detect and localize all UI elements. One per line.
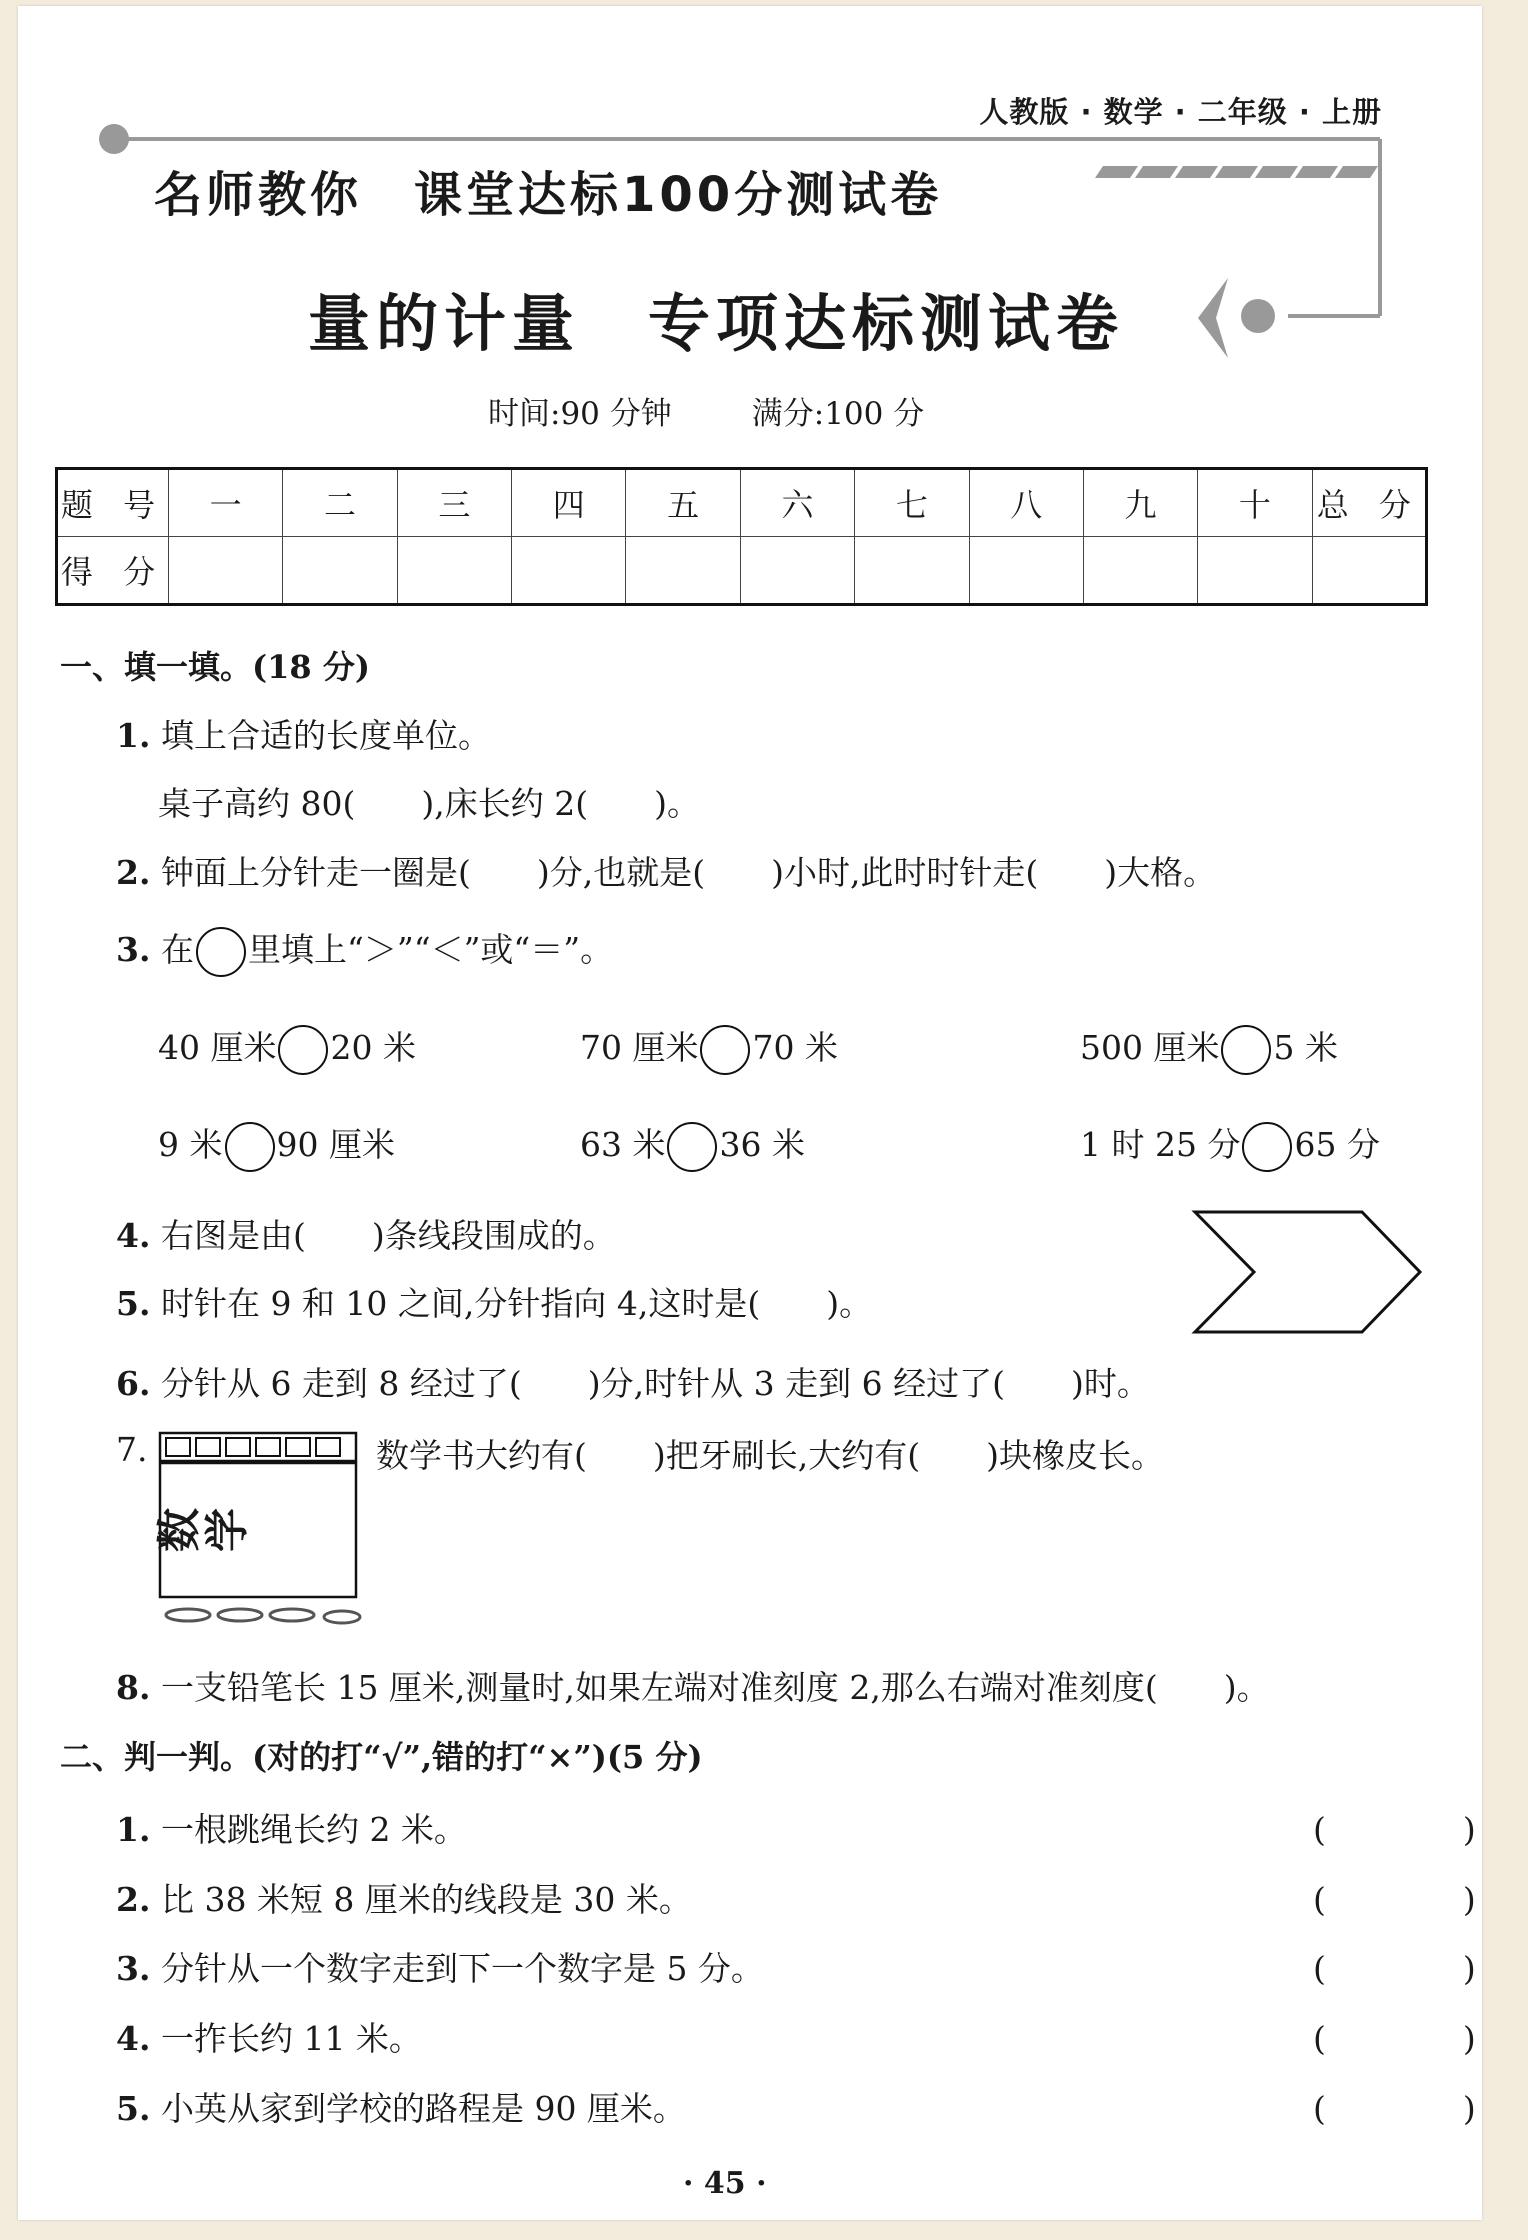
edition-label: 人教版 · 数学 · 二年级 · 上册 <box>979 95 1382 129</box>
compare-right: 90 厘米 <box>276 1125 395 1164</box>
column-header: 总 分 <box>1312 469 1426 537</box>
bullet-right-icon <box>1241 299 1275 333</box>
compare-item <box>580 1022 838 1075</box>
question-number: 6. <box>116 1364 151 1403</box>
section-2-heading: 二、判一判。(对的打“√”,错的打“×”)(5 分) <box>60 1738 703 1776</box>
question-number: 2. <box>116 1880 151 1919</box>
worksheet-page <box>18 6 1528 2220</box>
compare-left: 40 厘米 <box>158 1028 277 1067</box>
question-number: 8. <box>116 1668 151 1707</box>
full-score: 满分:100 分 <box>751 396 925 432</box>
stripe-decoration <box>1095 166 1378 178</box>
column-header: 六 <box>740 469 854 537</box>
score-table <box>55 467 1428 606</box>
question-text: 比 38 米短 8 厘米的线段是 30 米。 <box>160 1880 692 1919</box>
compare-right: 70 米 <box>752 1028 838 1067</box>
score-cell[interactable] <box>169 537 283 605</box>
question-text: 小英从家到学校的路程是 90 厘米。 <box>160 2089 686 2128</box>
question-number: 1. <box>116 716 151 755</box>
score-cell[interactable] <box>1312 537 1426 605</box>
judge-item <box>116 2083 686 2130</box>
column-header: 八 <box>969 469 1083 537</box>
question-number: 4. <box>116 1216 151 1255</box>
question-1-line: 桌子高约 80( ),床长约 2( )。 <box>158 784 700 823</box>
question-5 <box>116 1278 872 1325</box>
question-number: 3. <box>116 1949 151 1988</box>
question-1 <box>116 710 491 757</box>
compare-item <box>158 1119 395 1172</box>
compare-left: 9 米 <box>158 1125 223 1164</box>
judge-item <box>116 1874 692 1921</box>
section-1-heading: 一、填一填。(18 分) <box>60 648 370 686</box>
row-label: 题 号 <box>57 469 169 537</box>
column-header: 四 <box>512 469 626 537</box>
question-text-post: 里填上“＞”“＜”或“＝”。 <box>247 930 614 969</box>
question-4 <box>116 1210 616 1257</box>
question-number: 3. <box>116 930 151 969</box>
compare-item <box>158 1022 416 1075</box>
compare-left: 500 厘米 <box>1080 1028 1220 1067</box>
compare-right: 65 分 <box>1294 1125 1380 1164</box>
question-text: 填上合适的长度单位。 <box>160 716 491 755</box>
score-table-score-row <box>57 537 1427 605</box>
question-number: 1. <box>116 1810 151 1849</box>
question-text: 一拃长约 11 米。 <box>160 2019 422 2058</box>
answer-parentheses[interactable]: ( ) <box>1313 1949 1528 1988</box>
compare-item <box>1080 1022 1338 1075</box>
arrow-left-icon <box>1198 278 1228 358</box>
answer-parentheses[interactable]: ( ) <box>1313 1880 1528 1919</box>
score-table-header-row <box>57 469 1427 537</box>
column-header: 三 <box>397 469 511 537</box>
question-6 <box>116 1358 1150 1405</box>
score-cell[interactable] <box>1083 537 1197 605</box>
answer-circle[interactable] <box>700 1025 750 1075</box>
score-cell[interactable] <box>855 537 969 605</box>
compare-right: 20 米 <box>330 1028 416 1067</box>
answer-circle[interactable] <box>278 1025 328 1075</box>
score-cell[interactable] <box>512 537 626 605</box>
column-header: 七 <box>855 469 969 537</box>
compare-left: 70 厘米 <box>580 1028 699 1067</box>
column-header: 二 <box>283 469 397 537</box>
bullet-left-icon <box>99 124 129 154</box>
question-text: 分针从一个数字走到下一个数字是 5 分。 <box>160 1949 764 1988</box>
compare-right: 5 米 <box>1273 1028 1338 1067</box>
score-cell[interactable] <box>1198 537 1312 605</box>
answer-parentheses[interactable]: ( ) <box>1313 1810 1528 1849</box>
circle-icon <box>196 927 246 977</box>
score-cell[interactable] <box>626 537 740 605</box>
score-cell[interactable] <box>283 537 397 605</box>
question-text: 一支铅笔长 15 厘米,测量时,如果左端对准刻度 2,那么右端对准刻度( )。 <box>160 1668 1270 1707</box>
judge-item <box>116 1943 764 1990</box>
judge-item <box>116 2013 422 2060</box>
series-title: 名师教你 课堂达标100分测试卷 <box>154 167 943 223</box>
question-text: 右图是由( )条线段围成的。 <box>160 1216 616 1255</box>
page-number: · 45 · <box>683 2166 767 2201</box>
answer-circle[interactable] <box>1221 1025 1271 1075</box>
compare-right: 36 米 <box>719 1125 805 1164</box>
compare-left: 1 时 25 分 <box>1080 1125 1241 1164</box>
question-text: 一根跳绳长约 2 米。 <box>160 1810 467 1849</box>
exam-info <box>488 388 1004 433</box>
answer-circle[interactable] <box>667 1122 717 1172</box>
score-cell[interactable] <box>969 537 1083 605</box>
column-header: 一 <box>169 469 283 537</box>
question-7-text: 数学书大约有( )把牙刷长,大约有( )块橡皮长。 <box>376 1436 1164 1475</box>
question-7-number: 7. <box>116 1430 148 1469</box>
score-cell[interactable] <box>397 537 511 605</box>
question-text: 时针在 9 和 10 之间,分针指向 4,这时是( )。 <box>160 1284 873 1323</box>
question-text: 分针从 6 走到 8 经过了( )分,时针从 3 走到 6 经过了( )时。 <box>160 1364 1150 1403</box>
question-2 <box>116 847 1216 894</box>
question-number: 5. <box>116 2089 151 2128</box>
answer-circle[interactable] <box>225 1122 275 1172</box>
answer-parentheses[interactable]: ( ) <box>1313 2089 1528 2128</box>
column-header: 五 <box>626 469 740 537</box>
answer-circle[interactable] <box>1242 1122 1292 1172</box>
column-header: 十 <box>1198 469 1312 537</box>
compare-item <box>580 1119 805 1172</box>
answer-parentheses[interactable]: ( ) <box>1313 2019 1528 2058</box>
compare-item <box>1080 1119 1380 1172</box>
question-number: 2. <box>116 853 151 892</box>
question-8 <box>116 1662 1270 1709</box>
compare-left: 63 米 <box>580 1125 666 1164</box>
row-label: 得 分 <box>57 537 169 605</box>
question-3 <box>116 924 613 977</box>
time-limit: 时间:90 分钟 <box>488 396 672 432</box>
page-title: 量的计量 专项达标测试卷 <box>308 287 1125 360</box>
book-cover-label: 数学 <box>154 1508 253 1552</box>
judge-item <box>116 1804 467 1851</box>
question-number: 4. <box>116 2019 151 2058</box>
question-text: 钟面上分针走一圈是( )分,也就是( )小时,此时时针走( )大格。 <box>160 853 1217 892</box>
question-text-pre: 在 <box>160 930 194 969</box>
question-number: 5. <box>116 1284 151 1323</box>
score-cell[interactable] <box>740 537 854 605</box>
column-header: 九 <box>1083 469 1197 537</box>
chevron-figure <box>1190 1204 1430 1340</box>
